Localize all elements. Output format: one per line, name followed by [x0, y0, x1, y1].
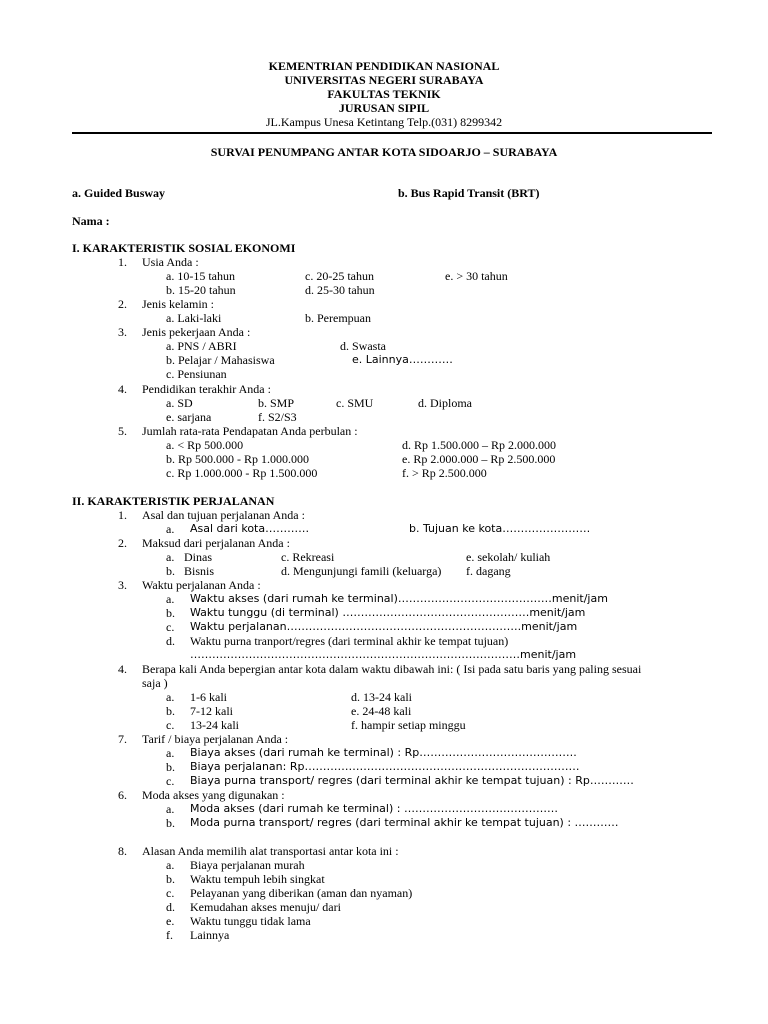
s2-q4-opt-d: d. 13-24 kali	[351, 690, 412, 704]
s2-q2-opt-f: f. dagang	[466, 564, 511, 578]
s2-q4-opt-a: 1-6 kali	[190, 690, 227, 704]
s1-q4-opt-d: d. Diploma	[418, 396, 472, 410]
header-line-2: UNIVERSITAS NEGERI SURABAYA	[284, 73, 484, 87]
s2-q3-label: Waktu perjalanan Anda :	[142, 578, 261, 592]
s1-q3-opt-c: c. Pensiunan	[166, 367, 227, 381]
s2-q6-item-a: Moda akses (dari rumah ke terminal) : ……………………………………	[190, 802, 558, 815]
s2-q4-label-cont: saja )	[142, 676, 168, 690]
s1-q1-opt-e: e. > 30 tahun	[445, 269, 508, 283]
s1-q5-label: Jumlah rata-rata Pendapatan Anda perbulan :	[142, 424, 358, 438]
s1-q3-label: Jenis pekerjaan Anda :	[142, 325, 251, 339]
s2-q3-item-c: Waktu perjalanan……………………………………………………….menit/jam	[190, 620, 578, 633]
s1-q2-num: 2.	[118, 297, 127, 311]
mode-b: b. Bus Rapid Transit (BRT)	[398, 186, 540, 200]
s2-q7-letter-a: a.	[166, 746, 175, 760]
s1-q3-num: 3.	[118, 325, 127, 339]
s2-q8-label: Alasan Anda memilih alat transportasi antar kota ini :	[142, 844, 399, 858]
s1-q4-num: 4.	[118, 382, 127, 396]
s2-q6-letter-b: b.	[166, 816, 175, 830]
s2-q3-letter-d: d.	[166, 634, 175, 648]
s1-q4-opt-b: b. SMP	[258, 396, 295, 410]
s2-q1-num: 1.	[118, 508, 127, 522]
s2-q4-opt-e: e. 24-48 kali	[351, 704, 412, 718]
nama-label: Nama :	[72, 214, 110, 228]
s2-q2-label: Maksud dari perjalanan Anda :	[142, 536, 290, 550]
s1-q4-opt-e: e. sarjana	[166, 410, 212, 424]
s1-q2-label: Jenis kelamin :	[142, 297, 214, 311]
s2-q4-opt-c: 13-24 kali	[190, 718, 239, 732]
s1-q5-opt-b: b. Rp 500.000 - Rp 1.000.000	[166, 452, 310, 466]
s2-q6-item-b: Moda purna transport/ regres (dari terminal akhir ke tempat tujuan) : …………	[190, 816, 619, 829]
s1-q5-opt-c: c. Rp 1.000.000 - Rp 1.500.000	[166, 466, 318, 480]
s1-q5-opt-d: d. Rp 1.500.000 – Rp 2.000.000	[402, 438, 557, 452]
s2-q1-letter-a: a.	[166, 522, 175, 536]
s2-q8-item-f: Lainnya	[190, 928, 230, 942]
s2-q7-label: Tarif / biaya perjalanan Anda :	[142, 732, 289, 746]
s2-q1-opt-b: b. Tujuan ke kota……………………	[409, 522, 591, 535]
s2-q4-num: 4.	[118, 662, 127, 676]
s1-q1-num: 1.	[118, 255, 127, 269]
s1-q2-opt-a: a. Laki-laki	[166, 311, 222, 325]
s2-q2-opt-c: c. Rekreasi	[281, 550, 335, 564]
section-2-heading: II. KARAKTERISTIK PERJALANAN	[72, 494, 275, 508]
s2-q8-letter-d: d.	[166, 900, 175, 914]
header-line-1: KEMENTRIAN PENDIDIKAN NASIONAL	[268, 59, 500, 73]
s2-q1-label: Asal dan tujuan perjalanan Anda :	[142, 508, 305, 522]
s2-q8-item-b: Waktu tempuh lebih singkat	[190, 872, 325, 886]
s2-q3-item-b: Waktu tunggu (di terminal) ……………………………………………menit/jam	[190, 606, 586, 619]
s2-q8-item-c: Pelayanan yang diberikan (aman dan nyaman)	[190, 886, 413, 900]
s2-q8-letter-f: f.	[166, 928, 173, 942]
header-divider	[72, 132, 712, 134]
s1-q1-label: Usia Anda :	[142, 255, 199, 269]
s2-q6-num: 6.	[118, 788, 127, 802]
s2-q8-letter-e: e.	[166, 914, 175, 928]
s2-q8-letter-b: b.	[166, 872, 175, 886]
s2-q7-item-c: Biaya purna transport/ regres (dari terminal akhir ke tempat tujuan) : Rp…………	[190, 774, 634, 787]
s2-q2-opt-a: Dinas	[184, 550, 212, 564]
s2-q3-item-d-cont: ………………………………………………………………………………menit/jam	[190, 648, 577, 661]
s2-q8-item-e: Waktu tunggu tidak lama	[190, 914, 311, 928]
s2-q7-letter-b: b.	[166, 760, 175, 774]
s2-q7-item-b: Biaya perjalanan: Rp…………………………………………………………………	[190, 760, 580, 773]
s2-q7-item-a: Biaya akses (dari rumah ke terminal) : Rp…………………………………….	[190, 746, 577, 759]
s2-q8-letter-c: c.	[166, 886, 175, 900]
s2-q3-letter-a: a.	[166, 592, 175, 606]
s2-q4-letter-c: c.	[166, 718, 175, 732]
header-line-4: JURUSAN SIPIL	[338, 101, 430, 115]
s1-q4-opt-c: c. SMU	[336, 396, 374, 410]
s1-q1-opt-b: b. 15-20 tahun	[166, 283, 236, 297]
s2-q2-opt-e: e. sekolah/ kuliah	[466, 550, 551, 564]
s2-q4-letter-a: a.	[166, 690, 175, 704]
s2-q2-letter-b: b.	[166, 564, 175, 578]
s1-q4-opt-f: f. S2/S3	[258, 410, 297, 424]
s2-q2-opt-d: d. Mengunjungi famili (keluarga)	[281, 564, 442, 578]
s2-q7-num: 7.	[118, 732, 127, 746]
s2-q4-letter-b: b.	[166, 704, 175, 718]
s1-q3-opt-d: d. Swasta	[340, 339, 386, 353]
s2-q3-letter-c: c.	[166, 620, 175, 634]
s2-q6-letter-a: a.	[166, 802, 175, 816]
survey-title: SURVAI PENUMPANG ANTAR KOTA SIDOARJO – SURABAYA	[210, 145, 558, 159]
s1-q2-opt-b: b. Perempuan	[305, 311, 371, 325]
s1-q5-opt-e: e. Rp 2.000.000 – Rp 2.500.000	[402, 452, 556, 466]
s1-q1-opt-d: d. 25-30 tahun	[305, 283, 375, 297]
s2-q3-letter-b: b.	[166, 606, 175, 620]
s2-q2-letter-a: a.	[166, 550, 175, 564]
s2-q4-opt-f: f. hampir setiap minggu	[351, 718, 466, 732]
s1-q1-opt-c: c. 20-25 tahun	[305, 269, 374, 283]
s1-q5-opt-a: a. < Rp 500.000	[166, 438, 244, 452]
s2-q3-num: 3.	[118, 578, 127, 592]
s2-q1-opt-a: Asal dari kota…………	[190, 522, 310, 535]
s1-q3-opt-a: a. PNS / ABRI	[166, 339, 237, 353]
s1-q1-opt-a: a. 10-15 tahun	[166, 269, 235, 283]
s2-q4-opt-b: 7-12 kali	[190, 704, 233, 718]
s1-q5-opt-f: f. > Rp 2.500.000	[402, 466, 487, 480]
s1-q5-num: 5.	[118, 424, 127, 438]
s2-q2-num: 2.	[118, 536, 127, 550]
s1-q3-opt-e: e. Lainnya…………	[352, 353, 453, 366]
s2-q8-item-a: Biaya perjalanan murah	[190, 858, 305, 872]
header-address: JL.Kampus Unesa Ketintang Telp.(031) 8299342	[265, 115, 503, 129]
s1-q3-opt-b: b. Pelajar / Mahasiswa	[166, 353, 275, 367]
s1-q4-opt-a: a. SD	[166, 396, 193, 410]
s2-q3-item-a: Waktu akses (dari rumah ke terminal)……………………………………menit/jam	[190, 592, 608, 605]
s2-q3-item-d: Waktu purna tranport/regres (dari terminal akhir ke tempat tujuan)	[190, 634, 509, 648]
mode-a: a. Guided Busway	[72, 186, 166, 200]
s2-q8-item-d: Kemudahan akses menuju/ dari	[190, 900, 341, 914]
section-1-heading: I. KARAKTERISTIK SOSIAL EKONOMI	[72, 241, 296, 255]
s2-q6-label: Moda akses yang digunakan :	[142, 788, 285, 802]
s2-q8-num: 8.	[118, 844, 127, 858]
s2-q4-label: Berapa kali Anda bepergian antar kota dalam waktu dibawah ini: ( Isi pada satu baris yang paling sesuai	[142, 662, 642, 676]
header-line-3: FAKULTAS TEKNIK	[327, 87, 441, 101]
s1-q4-label: Pendidikan terakhir Anda :	[142, 382, 271, 396]
s2-q2-opt-b: Bisnis	[184, 564, 215, 578]
s2-q7-letter-c: c.	[166, 774, 175, 788]
s2-q8-letter-a: a.	[166, 858, 175, 872]
